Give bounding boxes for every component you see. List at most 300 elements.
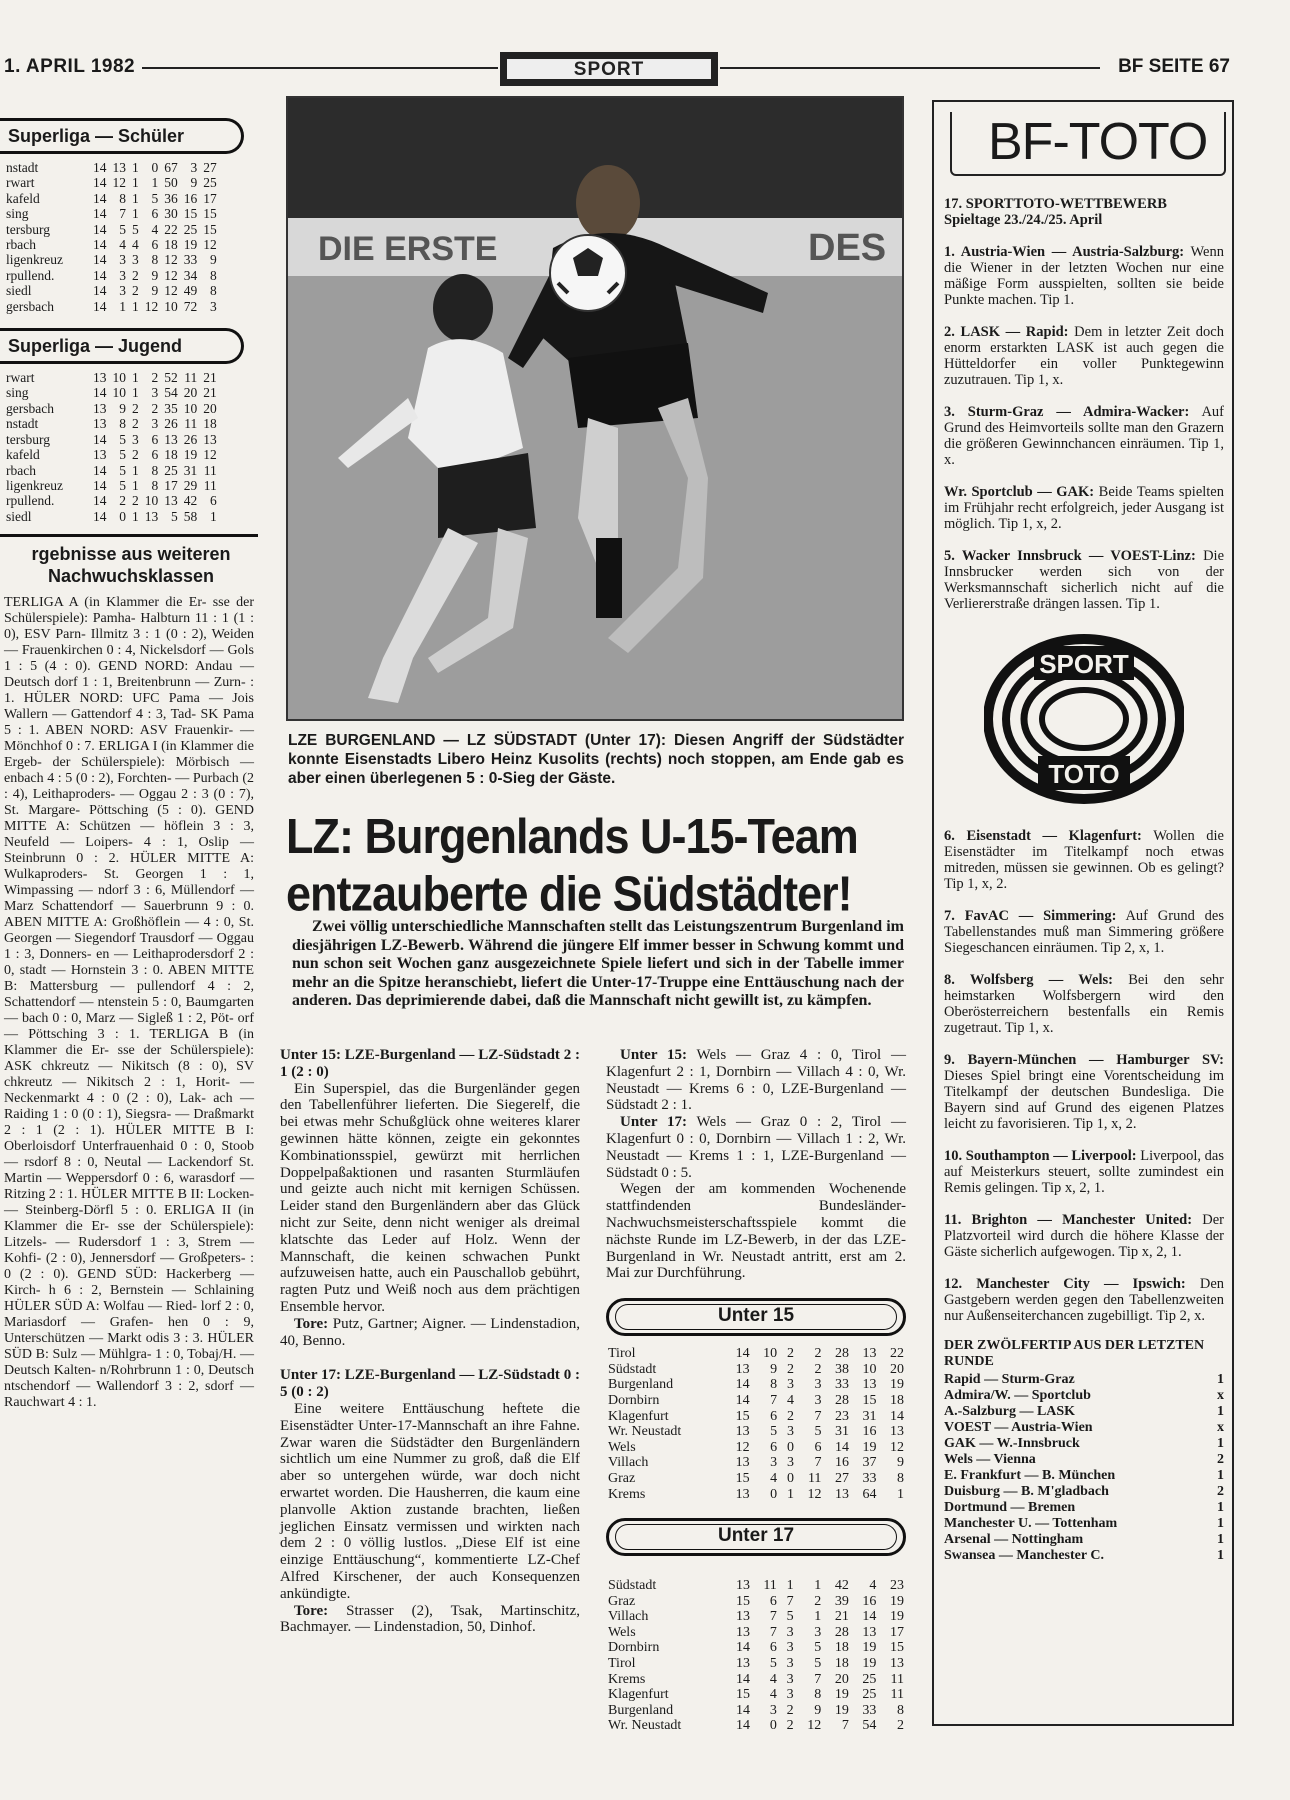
table-cell: 50 <box>164 175 178 191</box>
table-cell: 31 <box>183 462 198 478</box>
table-cell: 12 <box>144 298 159 314</box>
toto-tip <box>944 484 1224 532</box>
table-cell: 15 <box>203 206 217 222</box>
tip-text: Dem in letzter Zeit doch enorm erstarkten LASK ist auch gegen die Hütteldorfer ein voller Punktegewinn zuzutrauen. Tip 1, x. <box>944 324 1224 388</box>
tip-match: 1. Austria-Wien — Austria-Salzburg: <box>944 244 1185 260</box>
table-cell: 8 <box>119 416 126 432</box>
u15-goals <box>280 1316 580 1350</box>
toto-matchdays: Spieltage 23./24./25. April <box>944 212 1103 228</box>
tip-match: 3. Sturm-Graz — Admira-Wacker: <box>944 404 1190 420</box>
table-cell: 1 <box>119 298 126 314</box>
table-cell: 28 <box>834 1346 849 1362</box>
table-cell: 13 <box>164 493 178 509</box>
table-cell: 12 <box>164 252 178 268</box>
table-cell: 29 <box>183 477 198 493</box>
table-cell: 13 <box>862 1377 877 1393</box>
table-cell: 14 <box>93 252 107 268</box>
table-row <box>4 206 220 221</box>
table-cell: 6 <box>210 493 217 509</box>
table-cell: 25 <box>183 221 198 237</box>
team-name: Wr. Neustadt <box>608 1718 682 1734</box>
tip-text: Bei den sehr heimstarken Wolfsbergern wird den Oberösterreichern bestenfalls ein Remis zugetraut. Tip 1, x. <box>944 972 1225 1036</box>
table-cell: 16 <box>862 1424 877 1440</box>
tip-match: 8. Wolfsberg — Wels: <box>944 972 1113 988</box>
table-cell: 33 <box>862 1702 877 1718</box>
table-cell: 6 <box>770 1408 778 1424</box>
table-cell: 18 <box>834 1656 849 1672</box>
table-cell: 3 <box>210 298 217 314</box>
table-cell: 3 <box>786 1640 794 1656</box>
table-cell: 8 <box>151 252 159 268</box>
team-name: rbach <box>6 237 36 253</box>
table-cell: 12 <box>890 1439 904 1455</box>
table-cell: 6 <box>151 447 159 463</box>
header-rule-left <box>142 67 498 69</box>
tip-text: Auf Grund des Tabellenstandes muß man Simmering größere Siegeschancen einräumen. Tip 2, x, 1. <box>944 908 1224 956</box>
u15-results <box>606 1047 906 1114</box>
table-cell: 13 <box>735 1455 750 1471</box>
table-cell: 13 <box>93 416 107 432</box>
section-label: SPORT <box>506 58 712 80</box>
table-cell: 6 <box>770 1439 778 1455</box>
team-name: Graz <box>608 1470 636 1486</box>
nachwuchs-heading: rgebnisse aus weiteren Nachwuchsklassen <box>0 534 258 591</box>
table-cell: 0 <box>786 1439 794 1455</box>
table-cell: 22 <box>164 221 178 237</box>
table-cell: 10 <box>144 493 159 509</box>
zwoelfertip-row <box>944 1484 1224 1500</box>
team-name: siedl <box>6 283 32 299</box>
table-cell: 13 <box>203 431 217 447</box>
table-cell: 13 <box>735 1361 750 1377</box>
table-cell: 7 <box>814 1408 822 1424</box>
team-name: tersburg <box>6 431 50 447</box>
table-cell: 5 <box>119 462 126 478</box>
table-cell: 12 <box>735 1439 750 1455</box>
table-cell: 38 <box>834 1361 849 1377</box>
table-cell: 14 <box>862 1609 877 1625</box>
zwoelfertip-row <box>944 1420 1224 1436</box>
table-row <box>606 1718 906 1734</box>
table-cell: 13 <box>144 508 159 524</box>
table-cell: 9 <box>210 252 217 268</box>
table-row <box>4 416 220 431</box>
table-cell: 14 <box>736 1702 751 1718</box>
u17-match-heading: Unter 17: LZE-Burgenland — LZ-Südstadt 0 : 5 (0 : 2) <box>280 1367 580 1401</box>
table-cell: 1 <box>897 1486 904 1502</box>
table-cell: 8 <box>210 267 217 283</box>
table-cell: 14 <box>93 508 107 524</box>
team-name: kafeld <box>6 190 40 206</box>
tip-match: 2. LASK — Rapid: <box>944 324 1069 340</box>
table-cell: 8 <box>151 462 159 478</box>
table-cell: 2 <box>132 416 139 432</box>
table-cell: 16 <box>862 1593 877 1609</box>
table-cell: 11 <box>807 1470 822 1486</box>
table-cell: 0 <box>769 1718 777 1734</box>
table-cell: 5 <box>119 447 126 463</box>
table-cell: 14 <box>93 385 107 401</box>
team-name: sing <box>6 385 29 401</box>
toto-tip <box>944 972 1224 1036</box>
tip-text: Der Platzvorteil wird durch die höhere Klasse der Gäste sicherlich aufgewogen. Tip x, 2, 1. <box>944 1212 1224 1260</box>
team-name: Graz <box>608 1593 636 1609</box>
table-cell: 2 <box>897 1718 904 1734</box>
zw-match: Arsenal — Nottingham <box>944 1532 1084 1547</box>
table-cell: 14 <box>890 1408 904 1424</box>
team-name: Krems <box>608 1671 646 1687</box>
logo-text-top: SPORT <box>1039 649 1129 679</box>
table-cell: 1 <box>132 206 139 222</box>
u17-goals-text: Strasser (2), Tsak, Martinschitz, Bachmayer. — Lindenstadion, 50, Dinhof. <box>280 1602 580 1636</box>
toto-tips-top <box>944 244 1224 612</box>
zw-result: 1 <box>1217 1500 1224 1515</box>
toto-header <box>944 112 1224 178</box>
tip-text: Die Innsbrucker werden sich von der Werksmannschaft sicherlich nicht auf die Verliererstraße drängen lassen. Tip 1. <box>944 548 1224 612</box>
team-name: Wr. Neustadt <box>608 1424 682 1440</box>
photo-caption: LZE BURGENLAND — LZ SÜDSTADT (Unter 17): Diesen Angriff der Südstädter konnte Eisenstadts Libero Heinz Kusolits (rechts) noch stoppen, am Ende gab es aber einen überlegenen 5 : 0-Sieg der Gäste. <box>288 732 904 787</box>
table-cell: 13 <box>736 1609 751 1625</box>
table-cell: 11 <box>184 370 198 386</box>
page-number: BF SEITE 67 <box>1118 56 1230 77</box>
u17-results-label: Unter 17: <box>620 1114 688 1131</box>
u17-goals-label: Tore: <box>294 1602 329 1619</box>
zw-result: 2 <box>1217 1484 1224 1499</box>
table-cell: 6 <box>814 1439 822 1455</box>
table-cell: 20 <box>890 1361 904 1377</box>
table-cell: 14 <box>735 1377 750 1393</box>
headline-line-2: entzauberte die Südstädter! <box>286 865 852 922</box>
team-name: Dornbirn <box>608 1640 660 1656</box>
table-cell: 14 <box>93 267 107 283</box>
table-cell: 23 <box>890 1578 904 1594</box>
zw-match: Admira/W. — Sportclub <box>944 1388 1091 1403</box>
table-cell: 4 <box>786 1392 794 1408</box>
table-cell: 3 <box>814 1377 822 1393</box>
table-cell: 13 <box>164 431 178 447</box>
table-cell: 2 <box>151 400 159 416</box>
table-cell: 6 <box>769 1640 777 1656</box>
table-cell: 14 <box>93 493 107 509</box>
table-row <box>4 432 220 447</box>
table-row <box>606 1703 906 1719</box>
table-cell: 10 <box>112 385 126 401</box>
tip-match: 10. Southampton — Liverpool: <box>944 1148 1137 1164</box>
table-cell: 7 <box>841 1718 849 1734</box>
table-cell: 26 <box>183 431 198 447</box>
tip-match: 9. Bayern-München — Hamburger SV: <box>944 1052 1224 1068</box>
table-cell: 16 <box>183 190 198 206</box>
table-cell: 19 <box>890 1609 904 1625</box>
table-cell: 3 <box>786 1377 794 1393</box>
table-cell: 25 <box>164 462 178 478</box>
banner-text-right: DES <box>808 227 887 269</box>
table-cell: 6 <box>769 1593 777 1609</box>
table-cell: 13 <box>735 1486 750 1502</box>
table-cell: 25 <box>862 1687 877 1703</box>
table-cell: 17 <box>203 190 217 206</box>
table-row <box>4 237 220 252</box>
table-cell: 7 <box>769 1624 777 1640</box>
zw-match: Wels — Vienna <box>944 1452 1036 1467</box>
table-row <box>606 1346 906 1362</box>
toto-title: BF-TOTO <box>984 112 1211 172</box>
table-row <box>4 447 220 462</box>
table-row <box>606 1440 906 1456</box>
table-cell: 21 <box>203 370 217 386</box>
team-name: Dornbirn <box>608 1392 660 1408</box>
zw-match: Manchester U. — Tottenham <box>944 1516 1118 1531</box>
unter15-table <box>606 1346 906 1502</box>
team-name: tersburg <box>6 221 50 237</box>
table-row <box>606 1672 906 1688</box>
table-cell: 3 <box>132 431 139 447</box>
team-name: Südstadt <box>608 1361 657 1377</box>
team-name: Burgenland <box>608 1702 674 1718</box>
table-cell: 33 <box>183 252 198 268</box>
table-cell: 19 <box>890 1593 904 1609</box>
table-row <box>4 175 220 190</box>
table-cell: 12 <box>164 283 178 299</box>
table-row <box>4 401 220 416</box>
tip-text: Liverpool, das auf Meisterkurs steuert, sollte zumindest ein Remis gelingen. Tip x, 2, 1. <box>944 1148 1224 1196</box>
table-cell: 17 <box>890 1624 904 1640</box>
table-cell: 16 <box>834 1455 849 1471</box>
nachwuchs-results: TERLIGA A (in Klammer die Er- sse der Schülerspiele): Pamha- Halbturn 11 : 1 (1 : 0), ESV Parn- Illmitz 3 : 1 (0 : 2), Weiden — Frauenkirchen 0 : 4, Nickelsdorf — Gols 1 : 5 (4 : 0). GEND NORD: Andau — Deutsch dorf 1 : 1, Breitenbrunn — Zurn- : 1. HÜLER NORD: UFC Pama — Jois Wallern — Gattendorf 4 : 3, Tad- SK Pama 5 : 1. ABEN NORD: ASV Frauenkir- — Mönchhof 0 : 7. ERLIGA I (in Klammer die Ergeb- der Schülerspiele): Mörbisch — enbach 4 : 5 (0 : 2), Forchten- — Purbach (2 : 4), Leithaproders- — Oggau 2 : 3 (0 : 7), St. Margare- Pöttsching (5 : 0). GEND MITTE A: Schützen — höflein 3 : 3, Neufeld — Loipers- 4 : 1, Oslip — Steinbrunn 0 : 2. HÜLER MITTE A: Wulkaproders- St. Georgen 1 : 1, Wimpassing — ndorf 3 : 6, Müllendorf — Marz Schattendorf — Sauerbrunn 9 : 0. ABEN MITTE A: Großhöflein — 4 : 0, St. Georgen — Siegendorf Trausdorf — Oggau 1 : 3, Donners- en — Leithaprodersdorf 2 : 0, stadt — Hornstein 3 : 0. ABEN MITTE B: Mattersburg — pullendorf 4 : 2, Schattendorf — ntenstein 5 : 0, Baumgarten — bach 0 : 0, Marz — Sigleß 1 : 2, Pöt- orf — Pöttsching 3 : 1. TERLIGA B (in Klammer die Er- sse der Schülerspiele): ASK chkreutz — Nikitsch (8 : 0), SV chkreutz — Nikitsch 2 : 1, Horit- — Neckenmarkt 4 : 0 (2 : 0), Lak- ach — Raiding 1 : 0 (0 : 1), Siegsra- — Draßmarkt 2 : 1 (2 : 1). HÜLER MITTE B I: Oberloisdorf Unterfrauenhaid 0 : 0, Stoob — rsdorf 8 : 0, Neutal — Lackendorf St. Martin — Weppersdorf 0 : 6, warasdorf — Ritzing 2 : 1. HÜLER MITTE B II: Locken- — Steinberg-Dörfl 5 : 0. ERLIGA II (in Klammer die Er- sse der Schülerspiele): Litzels- — Rudersdorf 1 : 3, Strem — Kohfi- (2 : 0), Jennersdorf — Großpeters- : 0 (2 : 0). GEND SÜD: Hackerberg — Kirch- h 6 : 2, Bernstein — Schlaining HÜLER SÜD A: Wolfau — Ried- lorf 2 : 0, Mariasdorf — Grafen- hen 0 : 9, Unterschützen — Markt odis 3 : 3. HÜLER SÜD B: Sulz — Mühlgra- 1 : 0, Tobaj/H. — Deutsch Kalten- n/Rohrbrunn 1 : 0, Deutsch ntschendorf — Wallendorf 3 : 2, sdorf — Rauchwart 4 : 1. <box>4 595 254 1411</box>
table-cell: 10 <box>112 370 126 386</box>
zw-match: Dortmund — Bremen <box>944 1500 1076 1515</box>
toto-competition: 17. SPORTTOTO-WETTBEWERB <box>944 196 1167 212</box>
table-cell: 4 <box>770 1470 778 1486</box>
zwoelfertip-row <box>944 1452 1224 1468</box>
team-name: gersbach <box>6 298 54 314</box>
table-cell: 49 <box>183 283 198 299</box>
table-row <box>4 493 220 508</box>
table-cell: 3 <box>770 1455 778 1471</box>
table-cell: 18 <box>164 447 178 463</box>
team-name: kafeld <box>6 447 40 463</box>
table-cell: 34 <box>183 267 198 283</box>
table-cell: 1 <box>132 190 139 206</box>
table-cell: 11 <box>203 462 217 478</box>
table-cell: 14 <box>93 477 107 493</box>
table-row <box>4 222 220 237</box>
table-cell: 2 <box>132 447 139 463</box>
table-cell: 27 <box>203 160 217 175</box>
next-round-note: Wegen der am kommenden Wochenende stattfindenden Bundesländer-Nachwuchsmeisterschaftsspiele kommt die nächste Runde im LZ-Bewerb, in der das LZE-Burgenland in Wr. Neustadt antritt, erst am 2. Mai zur Durchführung. <box>606 1181 906 1282</box>
team-name: rbach <box>6 462 36 478</box>
table-cell: 1 <box>132 462 139 478</box>
zwoelfertip-row <box>944 1372 1224 1388</box>
unter15-table-title: Unter 15 <box>606 1298 906 1336</box>
table-cell: 20 <box>834 1671 849 1687</box>
zw-result: x <box>1217 1420 1224 1435</box>
tip-match: 5. Wacker Innsbruck — VOEST-Linz: <box>944 548 1196 564</box>
tip-text: Auf Grund des Heimvorteils sollte man den Grazern die größeren Gewinnchancen einräumen. Tip 1, x. <box>944 404 1225 468</box>
table-cell: 19 <box>862 1640 877 1656</box>
team-name: Villach <box>608 1609 649 1625</box>
u15-goals-label: Tore: <box>294 1315 329 1332</box>
table-cell: 52 <box>164 370 178 386</box>
table-cell: 5 <box>119 221 126 237</box>
u17-goals <box>280 1603 580 1637</box>
u15-results-text: Wels — Graz 4 : 0, Tirol — Klagenfurt 2 : 1, Dornbirn — Villach 4 : 0, Wr. Neustadt — Krems 6 : 0, LZE-Burgenland — Südstadt 2 : 1. <box>606 1047 906 1114</box>
table-cell: 7 <box>770 1392 778 1408</box>
team-name: gersbach <box>6 400 54 416</box>
table-cell: 3 <box>814 1624 822 1640</box>
table-cell: 54 <box>862 1718 877 1734</box>
table-cell: 19 <box>183 237 198 253</box>
table-cell: 14 <box>735 1392 750 1408</box>
football-players-photo <box>288 98 904 721</box>
table-row <box>4 283 220 298</box>
table-cell: 3 <box>786 1656 794 1672</box>
table-cell: 15 <box>862 1392 877 1408</box>
table-cell: 2 <box>786 1702 794 1718</box>
table-cell: 3 <box>119 252 126 268</box>
table-cell: 15 <box>203 221 217 237</box>
table-cell: 14 <box>93 206 107 222</box>
table-cell: 2 <box>132 400 139 416</box>
table-cell: 22 <box>890 1346 904 1362</box>
table-cell: 2 <box>132 283 139 299</box>
table-cell: 21 <box>834 1609 849 1625</box>
zw-result: x <box>1217 1388 1224 1403</box>
table-cell: 54 <box>164 385 178 401</box>
table-cell: 13 <box>890 1656 904 1672</box>
section-box <box>500 52 718 86</box>
table-cell: 5 <box>171 508 178 524</box>
table-row <box>4 299 220 314</box>
team-name: Südstadt <box>608 1578 657 1594</box>
table-row <box>606 1640 906 1656</box>
table-cell: 13 <box>862 1624 877 1640</box>
zwoelfertip-row <box>944 1500 1224 1516</box>
table-cell: 9 <box>151 283 159 299</box>
table-cell: 0 <box>119 508 126 524</box>
team-name: Wels <box>608 1439 636 1455</box>
team-name: rwart <box>6 175 35 191</box>
team-name: ligenkreuz <box>6 477 63 493</box>
table-cell: 5 <box>769 1656 777 1672</box>
table-cell: 5 <box>119 431 126 447</box>
table-cell: 67 <box>164 160 178 175</box>
zw-result: 1 <box>1217 1404 1224 1419</box>
table-cell: 7 <box>814 1671 822 1687</box>
table-cell: 11 <box>763 1578 777 1594</box>
zw-result: 1 <box>1217 1548 1224 1563</box>
table-cell: 14 <box>93 221 107 237</box>
table-cell: 10 <box>862 1361 877 1377</box>
table-cell: 2 <box>814 1361 822 1377</box>
table-row <box>606 1625 906 1641</box>
table-cell: 3 <box>786 1671 794 1687</box>
table-cell: 19 <box>862 1656 877 1672</box>
u15-goals-text: Putz, Gartner; Aigner. — Lindenstadion, 40, Benno. <box>280 1315 580 1349</box>
table-cell: 8 <box>210 283 217 299</box>
table-cell: 1 <box>132 160 139 175</box>
table-row <box>4 160 220 175</box>
toto-column <box>932 100 1234 1726</box>
tip-match: 7. FavAC — Simmering: <box>944 908 1117 924</box>
u15-match-heading: Unter 15: LZE-Burgenland — LZ-Südstadt 2 : 1 (2 : 0) <box>280 1047 580 1080</box>
table-cell: 1 <box>814 1609 822 1625</box>
table-cell: 14 <box>736 1640 751 1656</box>
table-cell: 31 <box>862 1408 877 1424</box>
table-cell: 1 <box>132 477 139 493</box>
table-cell: 3 <box>119 283 126 299</box>
table-cell: 3 <box>151 385 159 401</box>
table-cell: 20 <box>203 400 217 416</box>
table-row <box>606 1455 906 1471</box>
table-row <box>606 1393 906 1409</box>
zwoelfertip-row <box>944 1532 1224 1548</box>
table-cell: 42 <box>834 1578 849 1594</box>
table-cell: 2 <box>786 1408 794 1424</box>
table-cell: 14 <box>736 1671 751 1687</box>
table-cell: 14 <box>93 462 107 478</box>
table-cell: 0 <box>151 160 159 175</box>
table-cell: 20 <box>183 385 198 401</box>
table-cell: 12 <box>112 175 126 191</box>
zw-result: 1 <box>1217 1532 1224 1547</box>
table-cell: 8 <box>814 1687 822 1703</box>
table-cell: 3 <box>151 416 159 432</box>
table-cell: 3 <box>132 252 139 268</box>
table-cell: 3 <box>119 267 126 283</box>
table-cell: 28 <box>834 1392 849 1408</box>
table-cell: 2 <box>786 1718 794 1734</box>
table-cell: 11 <box>890 1671 904 1687</box>
zwoelfertip-row <box>944 1468 1224 1484</box>
zwoelfertip-row <box>944 1516 1224 1532</box>
tip-match: Wr. Sportclub — GAK: <box>944 484 1095 500</box>
table-cell: 1 <box>132 508 139 524</box>
header-rule-right <box>720 67 1100 69</box>
zw-match: E. Frankfurt — B. München <box>944 1468 1116 1483</box>
zw-match: Swansea — Manchester C. <box>944 1548 1104 1563</box>
table-row <box>606 1362 906 1378</box>
toto-tip <box>944 1212 1224 1260</box>
table-cell: 42 <box>183 493 198 509</box>
table-cell: 10 <box>763 1346 778 1362</box>
table-cell: 7 <box>769 1609 777 1625</box>
schueler-table-title: Superliga — Schüler <box>0 118 244 154</box>
zwoelfertip-row <box>944 1436 1224 1452</box>
team-name: rpullend. <box>6 267 55 283</box>
table-cell: 13 <box>736 1578 751 1594</box>
table-row <box>606 1471 906 1487</box>
table-cell: 9 <box>897 1455 904 1471</box>
table-cell: 13 <box>93 400 107 416</box>
table-cell: 7 <box>814 1455 822 1471</box>
table-cell: 9 <box>770 1361 778 1377</box>
table-cell: 19 <box>862 1439 877 1455</box>
table-cell: 1 <box>151 175 159 191</box>
table-cell: 4 <box>869 1578 877 1594</box>
table-cell: 13 <box>862 1346 877 1362</box>
table-cell: 3 <box>786 1424 794 1440</box>
toto-tip <box>944 548 1224 612</box>
table-cell: 6 <box>151 206 159 222</box>
table-cell: 3 <box>190 160 198 175</box>
article-lead: Zwei völlig unterschiedliche Mannschaften stellt das Leistungszentrum Burgenland im diesjährigen LZ-Bewerb. Während die jüngere Elf immer besser in Schwung kommt und nun schon seit Wochen ganz ausgezeichnete Spiele liefert und sich in der Tabelle immer mehr an die Spitze heranschiebt, liefert die Unter-17-Truppe eine Enttäuschung nach der anderen. Das deprimierende dabei, daß die Mannschaft nicht gewillt ist, zu kämpfen. <box>292 918 904 1010</box>
table-cell: 18 <box>203 416 217 432</box>
table-cell: 5 <box>151 190 159 206</box>
article-headline <box>286 808 906 922</box>
jugend-table <box>4 370 220 524</box>
zw-match: Rapid — Sturm-Graz <box>944 1372 1075 1387</box>
